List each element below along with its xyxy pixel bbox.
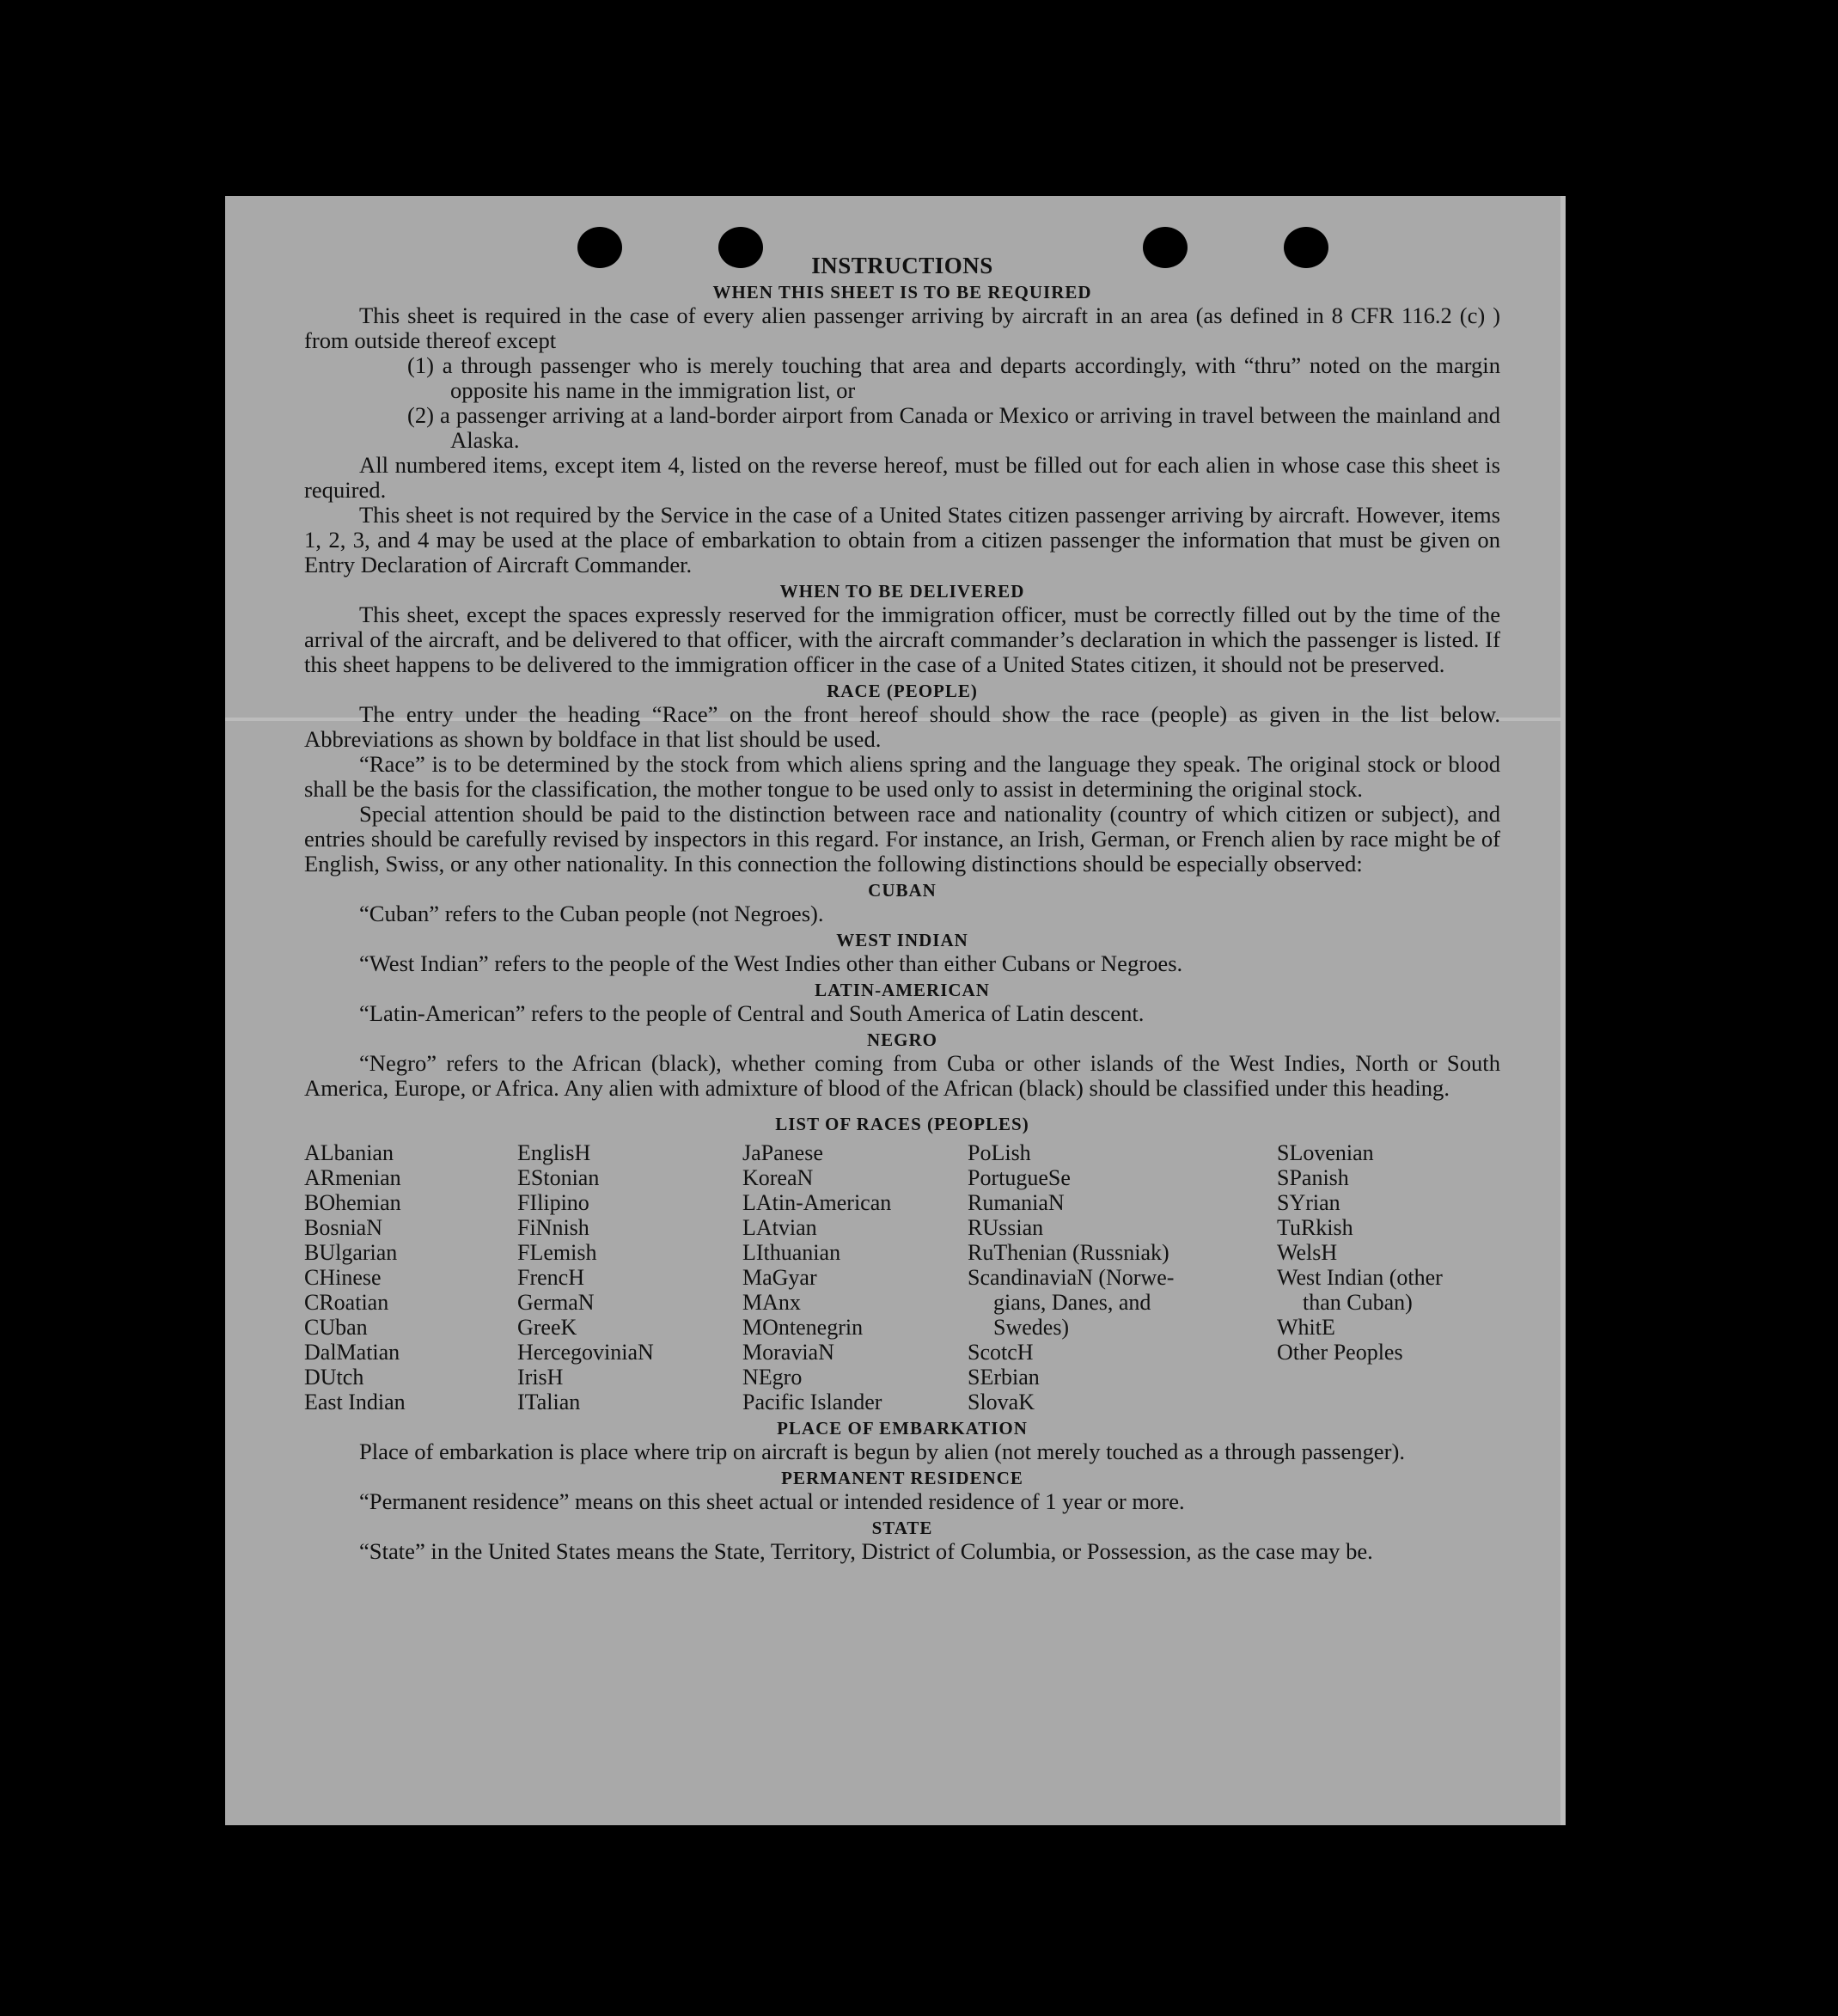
- race-item: BOhemian: [304, 1190, 401, 1215]
- list-item: (2) a passenger arriving at a land-border airport from Canada or Mexico or arriving in travel between the mainland and Alaska.: [407, 402, 1500, 453]
- section-heading-latin-american: LATIN-AMERICAN: [815, 980, 990, 1000]
- race-item: FIlipino: [517, 1190, 589, 1215]
- paragraph: “Latin-American” refers to the people of Central and South America of Latin descent.: [359, 1000, 1145, 1026]
- race-item: ScotcH: [968, 1340, 1034, 1365]
- race-item: MoraviaN: [742, 1340, 834, 1365]
- section-heading-embarkation: PLACE OF EMBARKATION: [777, 1418, 1028, 1439]
- race-item: FLemish: [517, 1240, 597, 1265]
- race-item: DalMatian: [304, 1340, 400, 1365]
- paragraph: “Permanent residence” means on this sheet actual or intended residence of 1 year or more.: [359, 1488, 1185, 1514]
- race-item: IrisH: [517, 1365, 564, 1390]
- race-item: CUban: [304, 1315, 368, 1340]
- race-item: Other Peoples: [1277, 1340, 1403, 1365]
- race-item: FrencH: [517, 1265, 584, 1290]
- race-item: GreeK: [517, 1315, 577, 1340]
- race-item: PortugueSe: [968, 1165, 1071, 1190]
- race-item: RUssian: [968, 1215, 1044, 1240]
- race-item: MaGyar: [742, 1265, 817, 1290]
- race-item: MOntenegrin: [742, 1315, 864, 1340]
- paragraph: “West Indian” refers to the people of the West Indies other than either Cubans or Negroes.: [359, 950, 1183, 976]
- race-item: CHinese: [304, 1265, 382, 1290]
- paragraph: The entry under the heading “Race” on the front hereof should show the race (people) as given in the list below. Abbreviations as shown by boldface in that list should be used.: [304, 701, 1500, 752]
- race-item: than Cuban): [1303, 1290, 1413, 1315]
- races-list: [304, 1140, 1500, 1414]
- race-item: ALbanian: [304, 1140, 394, 1165]
- race-item: MAnx: [742, 1290, 801, 1315]
- section-heading-cuban: CUBAN: [868, 880, 937, 901]
- race-item: SYrian: [1277, 1190, 1340, 1215]
- race-item: GermaN: [517, 1290, 595, 1315]
- race-item: SPanish: [1277, 1165, 1349, 1190]
- instructions-content: [304, 253, 1500, 1564]
- race-item: WelsH: [1277, 1240, 1338, 1265]
- paragraph: “Race” is to be determined by the stock from which aliens spring and the language they speak. The original stock or blood shall be the basis for the classification, the mother tongue to be used only to assist in determining the original stock.: [304, 751, 1500, 802]
- section-heading-delivered: WHEN TO BE DELIVERED: [779, 581, 1025, 602]
- race-item: SErbian: [968, 1365, 1040, 1390]
- race-item: KoreaN: [742, 1165, 814, 1190]
- race-item: PoLish: [968, 1140, 1031, 1165]
- race-item: WhitE: [1277, 1315, 1335, 1340]
- race-item: LAtvian: [742, 1215, 817, 1240]
- list-item: (1) a through passenger who is merely touching that area and departs accordingly, with “thru” noted on the margin opposite his name in the immigration list, or: [407, 352, 1500, 403]
- section-heading-state: STATE: [871, 1518, 933, 1538]
- race-item: RumaniaN: [968, 1190, 1065, 1215]
- race-item: LIthuanian: [742, 1240, 841, 1265]
- page-title: INSTRUCTIONS: [811, 253, 993, 278]
- paragraph: All numbered items, except item 4, listed on the reverse hereof, must be filled out for each alien in whose case this sheet is required.: [304, 452, 1500, 503]
- race-item: LAtin-American: [742, 1190, 892, 1215]
- races-column: [517, 1140, 742, 1414]
- paragraph: “State” in the United States means the State, Territory, District of Columbia, or Possession, as the case may be.: [359, 1538, 1373, 1564]
- section-heading-residence: PERMANENT RESIDENCE: [781, 1468, 1023, 1488]
- races-column: [968, 1140, 1277, 1414]
- paragraph: This sheet is required in the case of every alien passenger arriving by aircraft in an area (as defined in 8 CFR 116.2 (c) ) from outside thereof except: [304, 302, 1500, 353]
- race-item: NEgro: [742, 1365, 803, 1390]
- paragraph: “Negro” refers to the African (black), whether coming from Cuba or other islands of the West Indies, North or South America, Europe, or Africa. Any alien with admixture of blood of the African (black) should be classified under this heading.: [304, 1050, 1500, 1101]
- races-column: [304, 1140, 517, 1414]
- race-item: TuRkish: [1277, 1215, 1353, 1240]
- race-item: DUtch: [304, 1365, 364, 1390]
- race-item: ITalian: [517, 1390, 581, 1414]
- races-column: [742, 1140, 968, 1414]
- paragraph: This sheet, except the spaces expressly reserved for the immigration officer, must be correctly filled out by the time of the arrival of the aircraft, and be delivered to that officer, with the aircraft commander’s declaration in which the passenger is listed. If this sheet happens to be delivered to the immigration officer in the case of a United States citizen, it should not be preserved.: [304, 602, 1500, 677]
- document-sheet: [225, 196, 1566, 1825]
- race-item: East Indian: [304, 1390, 406, 1414]
- race-item: FiNnish: [517, 1215, 589, 1240]
- race-item: gians, Danes, and: [993, 1290, 1151, 1315]
- race-item: RuThenian (Russniak): [968, 1240, 1169, 1265]
- race-item: ARmenian: [304, 1165, 401, 1190]
- section-heading-west-indian: WEST INDIAN: [836, 930, 968, 950]
- race-item: EnglisH: [517, 1140, 591, 1165]
- section-heading-negro: NEGRO: [866, 1029, 937, 1050]
- paragraph: Special attention should be paid to the distinction between race and nationality (country of which citizen or subject), and entries should be carefully revised by inspectors in this regard. For instance, an Irish, German, or French alien by race might be of English, Swiss, or any other nationality. In this connection the following distinctions should be especially observed:: [304, 801, 1500, 877]
- race-item: SlovaK: [968, 1390, 1035, 1414]
- race-item: West Indian (other: [1277, 1265, 1443, 1290]
- race-item: Swedes): [993, 1315, 1070, 1340]
- paragraph: This sheet is not required by the Service in the case of a United States citizen passenger arriving by aircraft. However, items 1, 2, 3, and 4 may be used at the place of embarkation to obtain from a citizen passenger the information that must be given on Entry Declaration of Aircraft Commander.: [304, 502, 1500, 577]
- paragraph: Place of embarkation is place where trip on aircraft is begun by alien (not merely touched as a through passenger).: [359, 1439, 1405, 1464]
- race-item: CRoatian: [304, 1290, 389, 1315]
- race-item: ScandinaviaN (Norwe-: [968, 1265, 1175, 1290]
- section-heading-race: RACE (PEOPLE): [827, 681, 978, 701]
- race-item: BUlgarian: [304, 1240, 398, 1265]
- section-heading-list-of-races: LIST OF RACES (PEOPLES): [775, 1114, 1029, 1134]
- race-item: SLovenian: [1277, 1140, 1374, 1165]
- race-item: Pacific Islander: [742, 1390, 882, 1414]
- race-item: EStonian: [517, 1165, 600, 1190]
- race-item: BosniaN: [304, 1215, 382, 1240]
- race-item: JaPanese: [742, 1140, 823, 1165]
- section-heading-required: WHEN THIS SHEET IS TO BE REQUIRED: [712, 282, 1092, 302]
- races-column: [1277, 1140, 1500, 1414]
- paragraph: “Cuban” refers to the Cuban people (not Negroes).: [359, 901, 824, 926]
- race-item: HercegoviniaN: [517, 1340, 654, 1365]
